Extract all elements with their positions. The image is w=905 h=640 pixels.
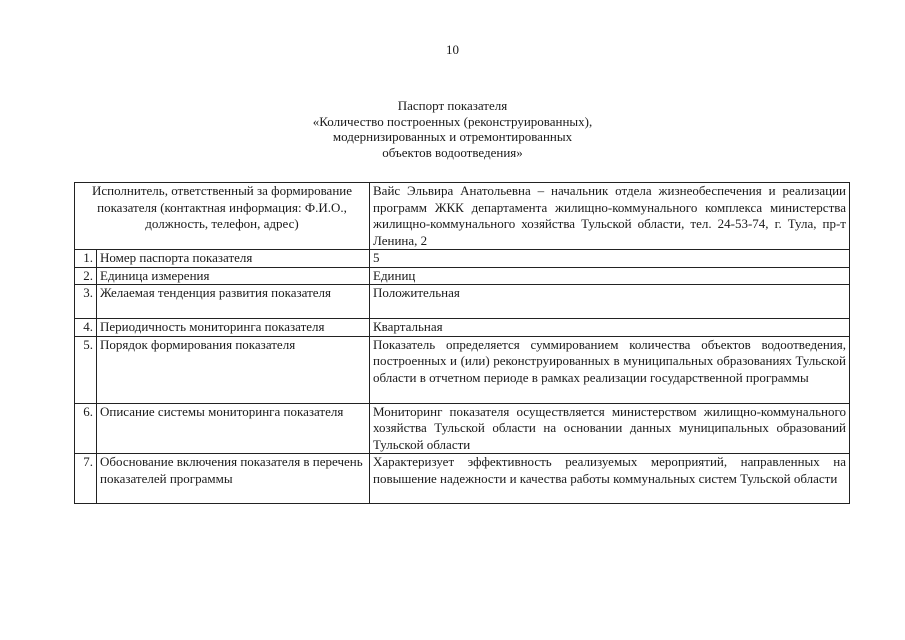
executor-label: Исполнитель, ответственный за формирование показателя (контактная информация: Ф.И.О., должность, телефон, адрес) <box>75 183 370 250</box>
row-number: 1. <box>75 250 97 268</box>
row-label: Периодичность мониторинга показателя <box>97 319 370 337</box>
row-label: Единица измерения <box>97 267 370 285</box>
row-number: 7. <box>75 454 97 504</box>
row-label: Обоснование включения показателя в перечень показателей программы <box>97 454 370 504</box>
table-row-executor <box>75 183 850 250</box>
row-number: 4. <box>75 319 97 337</box>
row-value: Характеризует эффективность реализуемых мероприятий, направленных на повышение надежности и качества работы коммунальных систем Тульской области <box>370 454 850 504</box>
row-label: Номер паспорта показателя <box>97 250 370 268</box>
row-label: Порядок формирования показателя <box>97 336 370 403</box>
row-number: 2. <box>75 267 97 285</box>
table-row <box>75 454 850 504</box>
table-row <box>75 285 850 319</box>
row-label: Описание системы мониторинга показателя <box>97 403 370 454</box>
table-row <box>75 336 850 403</box>
table-row <box>75 267 850 285</box>
row-number: 3. <box>75 285 97 319</box>
row-value: Мониторинг показателя осуществляется министерством жилищно-коммунального хозяйства Тульской области на основании данных муниципальных образований Тульской области <box>370 403 850 454</box>
row-value: Квартальная <box>370 319 850 337</box>
row-number: 5. <box>75 336 97 403</box>
table-row <box>75 403 850 454</box>
title-line-4: объектов водоотведения» <box>382 144 523 160</box>
page-number: 10 <box>446 42 459 57</box>
row-value: Положительная <box>370 285 850 319</box>
table-row <box>75 250 850 268</box>
executor-value: Вайс Эльвира Анатольевна – начальник отдела жизнеобеспечения и реализации программ ЖКК департамента жилищно-коммунального комплекса министерства жилищно-коммунального хозяйства Тульской области, тел. 24-53-74, г. Тула, пр-т Ленина, 2 <box>370 183 850 250</box>
title-line-2: «Количество построенных (реконструированных), <box>312 113 593 129</box>
row-label: Желаемая тенденция развития показателя <box>97 285 370 319</box>
row-value: Показатель определяется суммированием количества объектов водоотведения, построенных и (или) реконструированных в муниципальных образованиях Тульской области в отчетном периоде в рамках реализации государственной программы <box>370 336 850 403</box>
document-title <box>0 98 905 160</box>
row-value: Единиц <box>370 267 850 285</box>
row-number: 6. <box>75 403 97 454</box>
indicator-passport-table <box>74 182 850 504</box>
title-line-3: модернизированных и отремонтированных <box>332 129 573 144</box>
table-row <box>75 319 850 337</box>
title-line-1: Паспорт показателя <box>397 98 508 113</box>
row-value: 5 <box>370 250 850 268</box>
